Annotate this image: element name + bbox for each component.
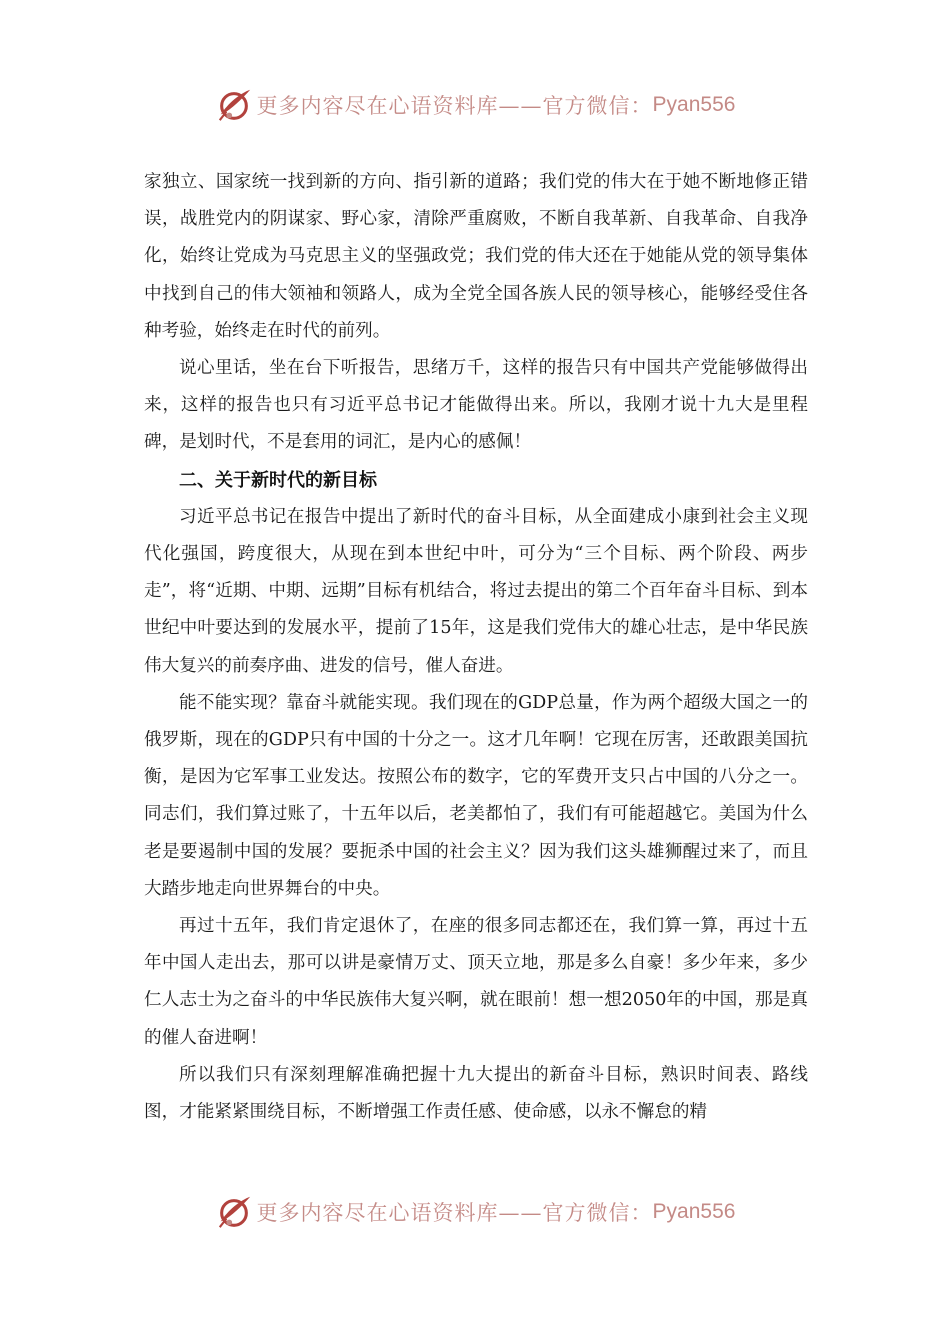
footer-wechat-id: Pyan556 <box>652 1200 736 1223</box>
header-banner-text: 更多内容尽在心语资料库——官方微信： <box>256 94 653 118</box>
footer-banner <box>0 1187 950 1237</box>
quill-logo-icon <box>215 1193 253 1231</box>
header-wechat-id: Pyan556 <box>652 93 736 116</box>
paragraph-3: 习近平总书记在报告中提出了新时代的奋斗目标，从全面建成小康到社会主义现代化强国，跨度很大，从现在到本世纪中叶，可分为“三个目标、两个阶段、两步走”，将“近期、中期、远期”目标有机结合，将过去提出的第二个百年奋斗目标、到本世纪中叶要达到的发展水平，提前了15年，这是我们党伟大的雄心壮志，是中华民族伟大复兴的前奏序曲、进发的信号，催人奋进。 <box>144 506 808 676</box>
paragraph-1: 家独立、国家统一找到新的方向、指引新的道路；我们党的伟大在于她不断地修正错误，战胜党内的阴谋家、野心家，清除严重腐败，不断自我革新、自我革命、自我净化，始终让党成为马克思主义的坚强政党；我们党的伟大还在于她能从党的领导集体中找到自己的伟大领袖和领路人，成为全党全国各族人民的领导核心，能够经受住各种考验，始终走在时代的前列。 <box>144 172 808 341</box>
paragraph-2: 说心里话，坐在台下听报告，思绪万千，这样的报告只有中国共产党能够做得出来，这样的报告也只有习近平总书记才能做得出来。所以，我刚才说十九大是里程碑，是划时代，不是套用的词汇，是内心的感佩！ <box>144 358 808 453</box>
section-heading: 二、关于新时代的新目标 <box>179 469 377 491</box>
paragraph-6: 所以我们只有深刻理解准确把握十九大提出的新奋斗目标，熟识时间表、路线图，才能紧紧围绕目标，不断增强工作责任感、使命感，以永不懈怠的精 <box>144 1064 808 1123</box>
quill-logo-icon <box>215 86 253 124</box>
footer-banner-text: 更多内容尽在心语资料库——官方微信： <box>256 1201 653 1225</box>
paragraph-4: 能不能实现？靠奋斗就能实现。我们现在的GDP总量，作为两个超级大国之一的俄罗斯，现在的GDP只有中国的十分之一。这才几年啊！它现在厉害，还敢跟美国抗衡，是因为它军事工业发达。按照公布的数字，它的军费开支只占中国的八分之一。同志们，我们算过账了，十五年以后，老美都怕了，我们有可能超越它。美国为什么老是要遏制中国的发展？要扼杀中国的社会主义？因为我们这头雄狮醒过来了，而且大踏步地走向世界舞台的中央。 <box>144 692 808 899</box>
document-body <box>144 164 808 1131</box>
paragraph-5: 再过十五年，我们肯定退休了，在座的很多同志都还在，我们算一算，再过十五年中国人走出去，那可以讲是豪情万丈、顶天立地，那是多么自豪！多少年来，多少仁人志士为之奋斗的中华民族伟大复兴啊，就在眼前！想一想2050年的中国，那是真的催人奋进啊！ <box>144 916 808 1048</box>
header-banner <box>0 80 950 130</box>
